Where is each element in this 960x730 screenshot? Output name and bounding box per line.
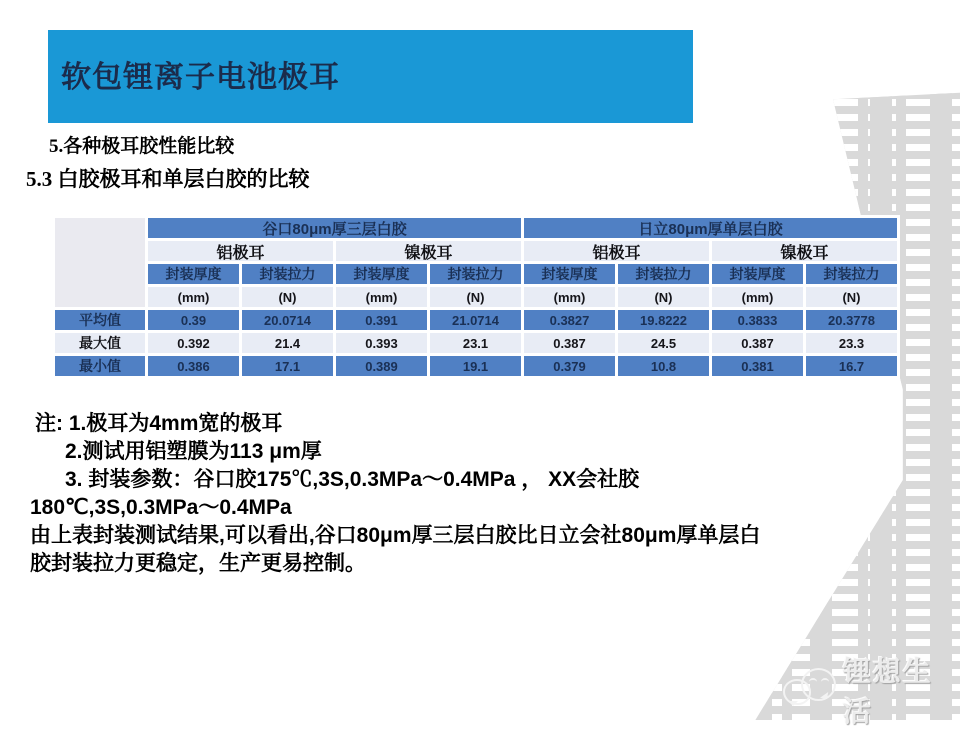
bubble-eye	[809, 678, 817, 686]
cell-value: 21.0714	[430, 310, 521, 330]
section-heading: 5.各种极耳胶性能比较	[49, 136, 235, 157]
unit-header: (N)	[242, 287, 333, 307]
unit-header: (N)	[806, 287, 897, 307]
chat-bubbles-icon	[782, 665, 835, 715]
note-line: 2.测试用铝塑膜为113 μm厚	[65, 440, 322, 463]
cell-value: 0.386	[148, 356, 239, 376]
cell-value: 17.1	[242, 356, 333, 376]
unit-header: (N)	[430, 287, 521, 307]
cell-value: 0.379	[524, 356, 615, 376]
watermark	[782, 650, 960, 730]
cell-value: 0.387	[712, 333, 803, 353]
comparison-table	[52, 215, 900, 379]
conclusion-line: 由上表封装测试结果,可以看出,谷口80μm厚三层白胶比日立会社80μm厚单层白	[30, 524, 761, 547]
chat-bubble-right	[801, 668, 836, 701]
cell-value: 0.393	[336, 333, 427, 353]
cell-value: 0.39	[148, 310, 239, 330]
cell-value: 19.8222	[618, 310, 709, 330]
measure-header: 封装厚度	[336, 264, 427, 284]
cell-value: 21.4	[242, 333, 333, 353]
unit-header: (mm)	[712, 287, 803, 307]
title-bar	[48, 30, 693, 123]
cell-value: 0.392	[148, 333, 239, 353]
cell-value: 0.391	[336, 310, 427, 330]
cell-value: 10.8	[618, 356, 709, 376]
cell-value: 0.3833	[712, 310, 803, 330]
measure-header: 封装厚度	[712, 264, 803, 284]
col-group-header: 日立80μm厚单层白胶	[524, 218, 897, 238]
bubble-eye	[821, 678, 829, 686]
measure-header: 封装拉力	[618, 264, 709, 284]
subgroup-header: 镍极耳	[336, 241, 521, 261]
subsection-heading: 5.3 白胶极耳和单层白胶的比较	[26, 167, 310, 191]
notes-block	[30, 410, 760, 578]
note-line: 180℃,3S,0.3MPa～0.4MPa	[30, 496, 292, 519]
unit-header: (N)	[618, 287, 709, 307]
cell-value: 0.387	[524, 333, 615, 353]
unit-header: (mm)	[524, 287, 615, 307]
unit-header: (mm)	[148, 287, 239, 307]
col-group-header: 谷口80μm厚三层白胶	[148, 218, 521, 238]
subgroup-header: 铝极耳	[148, 241, 333, 261]
cell-value: 0.381	[712, 356, 803, 376]
watermark-label: 锂想生活	[842, 656, 933, 727]
note-line: 3. 封装参数：谷口胶175℃,3S,0.3MPa～0.4MPa ， XX会社胶	[65, 468, 640, 491]
measure-header: 封装厚度	[148, 264, 239, 284]
measure-header: 封装拉力	[242, 264, 333, 284]
slide-title: 软包锂离子电池极耳	[61, 61, 340, 94]
measure-header: 封装厚度	[524, 264, 615, 284]
unit-header: (mm)	[336, 287, 427, 307]
conclusion-line: 胶封装拉力更稳定，生产更易控制。	[30, 552, 366, 575]
row-label: 最小值	[55, 356, 145, 376]
row-label: 最大值	[55, 333, 145, 353]
cell-value: 23.1	[430, 333, 521, 353]
measure-header: 封装拉力	[806, 264, 897, 284]
cell-value: 20.3778	[806, 310, 897, 330]
subgroup-header: 镍极耳	[712, 241, 897, 261]
table-corner-cell	[55, 218, 145, 307]
row-label: 平均值	[55, 310, 145, 330]
cell-value: 23.3	[806, 333, 897, 353]
background-dash-pattern	[630, 80, 960, 720]
cell-value: 16.7	[806, 356, 897, 376]
subgroup-header: 铝极耳	[524, 241, 709, 261]
measure-header: 封装拉力	[430, 264, 521, 284]
cell-value: 24.5	[618, 333, 709, 353]
cell-value: 0.389	[336, 356, 427, 376]
cell-value: 0.3827	[524, 310, 615, 330]
cell-value: 20.0714	[242, 310, 333, 330]
note-line: 注: 1.极耳为4mm宽的极耳	[35, 412, 283, 435]
cell-value: 19.1	[430, 356, 521, 376]
